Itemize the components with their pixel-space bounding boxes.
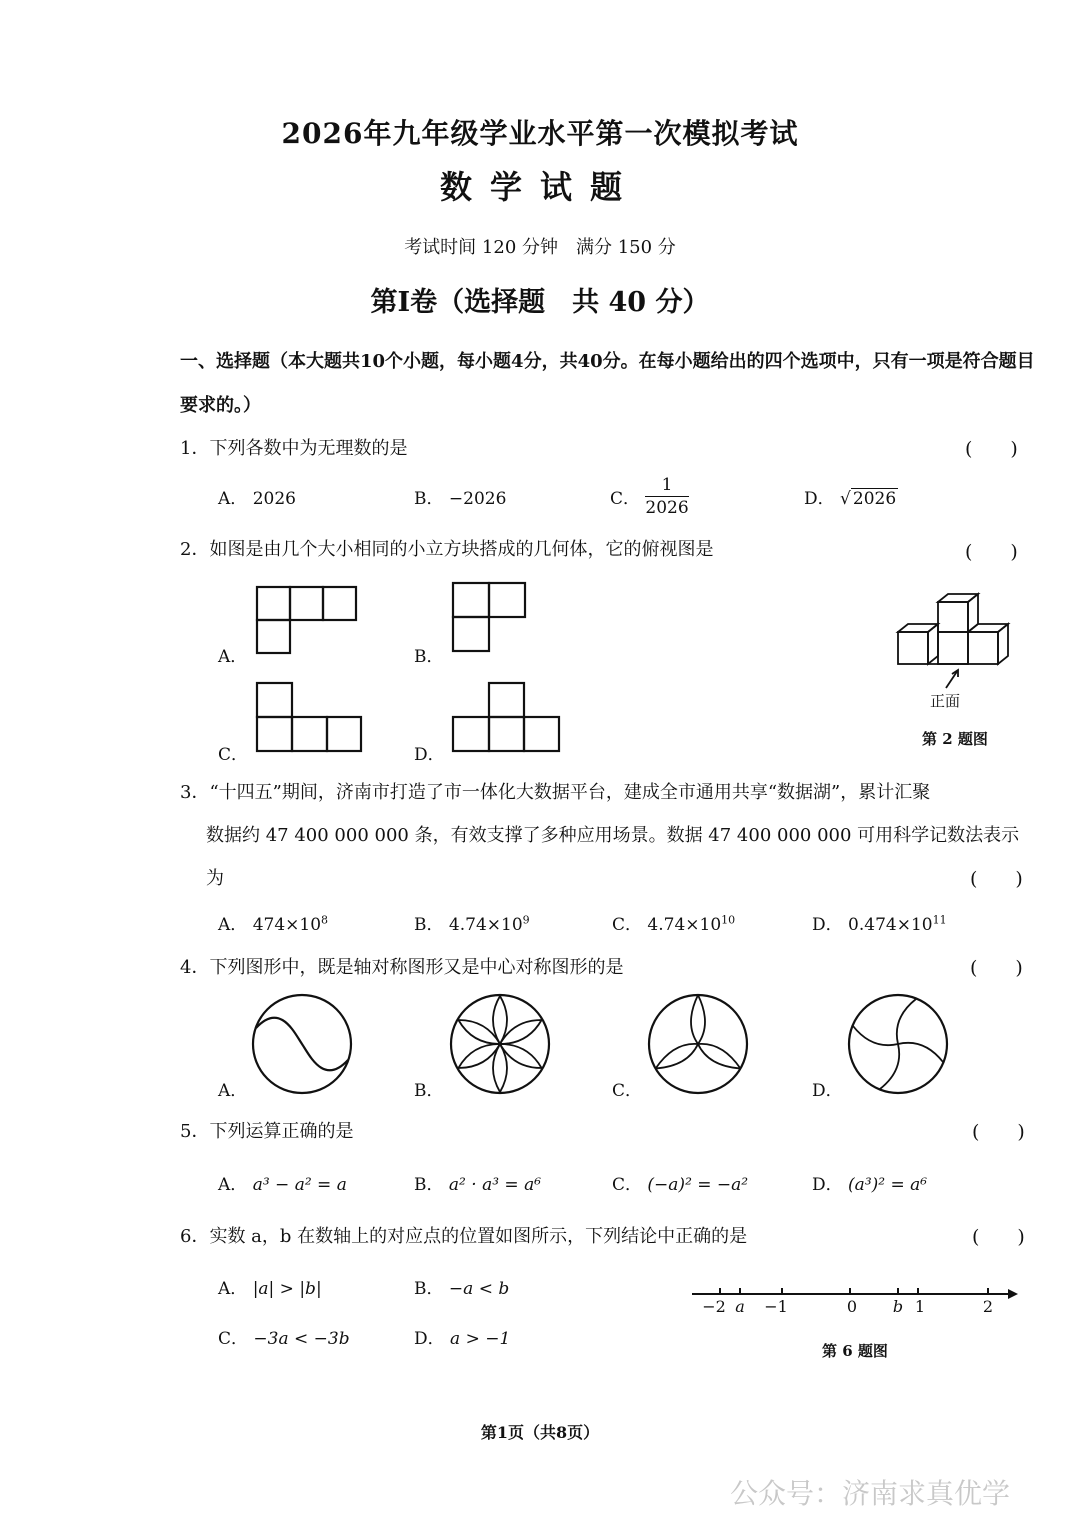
section-intro: 一、选择题（本大题共10个小题，每小题4分，共40分。在每小题给出的四个选项中，只有一项是符合题目要求的。）: [180, 351, 1035, 416]
q4-option-c-figure: [646, 992, 750, 1096]
q1-number: 1．: [180, 438, 210, 459]
q1-answer-paren: ( ): [965, 438, 1018, 460]
q5-answer-paren: ( ): [972, 1121, 1025, 1143]
q5-option-c: C． (−a)² = −a²: [612, 1175, 749, 1195]
q6-option-a: A． |a| > |b|: [218, 1279, 322, 1299]
q2-option-d-label: D．: [414, 745, 445, 765]
subject-text: 数学试题: [439, 168, 640, 206]
q2-option-b-figure: [452, 582, 526, 652]
q1-text: 下列各数中为无理数的是: [209, 438, 408, 459]
axis-label-1: 1: [914, 1297, 926, 1316]
q2-stem: 2．如图是由几个大小相同的小立方块搭成的几何体，它的俯视图是: [180, 539, 714, 560]
q1-option-c: C． $\frac{1}{2026}$: [610, 475, 689, 518]
subject-title: [0, 162, 1080, 208]
axis-label-a: a: [735, 1297, 745, 1316]
volume-heading: 第Ⅰ卷（选择题 共 40 分）: [370, 287, 710, 318]
q4-option-a-figure: [250, 992, 354, 1096]
q3-stem-line3: 为: [206, 868, 224, 889]
q3-option-d: D． $0.474\times 10^{11}$: [812, 913, 947, 935]
exam-time-info: 考试时间 120 分钟 满分 150 分: [404, 237, 676, 258]
q2-option-a-label: A．: [218, 647, 248, 667]
q6-option-b: B． −a < b: [414, 1279, 510, 1299]
axis-label-neg1: −1: [764, 1297, 788, 1316]
q6-option-c: C． −3a < −3b: [218, 1329, 350, 1349]
q4-option-d-label: D．: [812, 1081, 843, 1101]
sqrt-icon: √: [840, 489, 851, 509]
exam-title: 2026年九年级学业水平第一次模拟考试: [281, 117, 799, 150]
q5-option-a: A． a³ − a² = a: [218, 1175, 347, 1195]
q2-option-a-figure: [256, 586, 358, 654]
axis-label-0: 0: [846, 1297, 858, 1316]
q2-answer-paren: ( ): [965, 541, 1018, 563]
q4-option-b-label: B．: [414, 1081, 444, 1101]
q3-option-b: B． $4.74\times 10^9$: [414, 913, 530, 935]
q3-stem-line1: 3．“十四五”期间，济南市打造了市一体化大数据平台，建成全市通用共享“数据湖”，累计汇聚: [180, 782, 931, 803]
q3-answer-paren: ( ): [970, 868, 1023, 890]
q1-option-b: B． −2026: [414, 489, 507, 509]
q3-stem-line2: 数据约 47 400 000 000 条，有效支撑了多种应用场景。数据 47 400 000 000 可用科学记数法表示: [206, 825, 1020, 846]
q4-answer-paren: ( ): [970, 957, 1023, 979]
q2-option-c-label: C．: [218, 745, 249, 765]
q3-option-a: A． $474\times 10^8$: [218, 913, 329, 935]
q2-option-d-figure: [452, 682, 560, 752]
q4-option-a-label: A．: [218, 1081, 248, 1101]
q6-figure-caption: 第 6 题图: [822, 1342, 888, 1360]
q4-stem: 4．下列图形中，既是轴对称图形又是中心对称图形的是: [180, 957, 624, 978]
q4-option-b-figure: [448, 992, 552, 1096]
q5-option-b: B． a² · a³ = a⁶: [414, 1175, 542, 1195]
q6-number-line: [690, 1282, 1020, 1322]
q5-stem: 5．下列运算正确的是: [180, 1121, 354, 1142]
q1-option-a: A． 2026: [218, 489, 296, 509]
q6-stem: 6．实数 a，b 在数轴上的对应点的位置如图所示，下列结论中正确的是: [180, 1226, 748, 1247]
q2-figure-caption: 第 2 题图: [922, 730, 988, 748]
q6-answer-paren: ( ): [972, 1226, 1025, 1248]
q2-option-b-label: B．: [414, 647, 444, 667]
q4-option-c-label: C．: [612, 1081, 643, 1101]
page-footer: 第1页（共8页）: [480, 1423, 600, 1442]
q1-fraction: $\frac{1}{2026}$: [645, 475, 689, 518]
q5-option-d: D． (a³)² = a⁶: [812, 1175, 928, 1195]
axis-label-2: 2: [982, 1297, 994, 1316]
q4-option-d-figure: [846, 992, 950, 1096]
watermark: 公众号：济南求真优学: [730, 1477, 1011, 1510]
q3-option-c: C． $4.74\times 10^{10}$: [612, 913, 736, 935]
q6-option-d: D． a > −1: [414, 1329, 511, 1349]
q2-option-c-figure: [256, 682, 362, 752]
q2-front-label: 正面: [930, 692, 961, 710]
axis-label-b: b: [892, 1297, 904, 1316]
q1-stem: [180, 434, 407, 460]
q1-option-d: D． √ 2026: [804, 489, 897, 509]
axis-label-neg2: −2: [702, 1297, 726, 1316]
q2-solid-figure: [896, 590, 1012, 690]
